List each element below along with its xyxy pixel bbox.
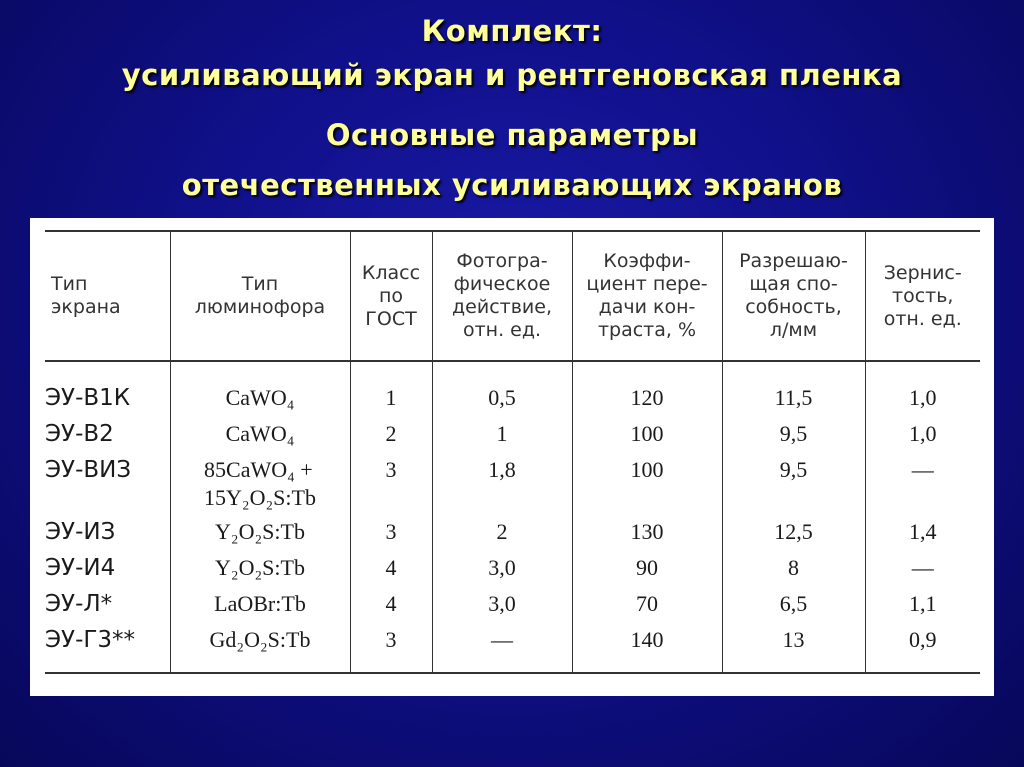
cell-phosphor: LaOBr:Tb — [170, 590, 350, 626]
table-header-row — [45, 231, 980, 361]
table-row — [45, 518, 980, 554]
cell-resolution: 13 — [722, 626, 865, 673]
cell-grain: — — [865, 554, 980, 590]
cell-photo: — — [432, 626, 572, 673]
cell-contrast: 90 — [572, 554, 722, 590]
cell-class: 3 — [350, 456, 432, 518]
cell-type: ЭУ-И4 — [45, 555, 116, 581]
parameters-table — [45, 230, 980, 674]
table-row — [45, 420, 980, 456]
table-row — [45, 361, 980, 420]
header-graininess: Зернис- тость, отн. ед. — [865, 231, 980, 361]
cell-photo: 3,0 — [432, 590, 572, 626]
header-screen-type: Тип экрана — [45, 231, 170, 361]
header-gost-class: Класс по ГОСТ — [350, 231, 432, 361]
cell-resolution: 9,5 — [722, 456, 865, 518]
header-phosphor-type: Тип люминофора — [170, 231, 350, 361]
cell-photo: 0,5 — [432, 361, 572, 420]
table-title: Основные параметры — [325, 118, 699, 152]
cell-resolution: 11,5 — [722, 361, 865, 420]
cell-contrast: 120 — [572, 361, 722, 420]
cell-class: 4 — [350, 554, 432, 590]
cell-resolution: 8 — [722, 554, 865, 590]
cell-contrast: 140 — [572, 626, 722, 673]
slide-title: Комплект: — [421, 14, 603, 48]
cell-grain: 1,0 — [865, 420, 980, 456]
cell-photo: 1,8 — [432, 456, 572, 518]
cell-phosphor: CaWO₄ — [170, 420, 350, 456]
cell-grain: 0,9 — [865, 626, 980, 673]
cell-type: ЭУ-Г3** — [45, 626, 170, 673]
cell-contrast: 130 — [572, 518, 722, 554]
table-row — [45, 626, 980, 673]
table-subtitle: отечественных усиливающих экранов — [181, 168, 843, 202]
cell-phosphor: Gd₂O₂S:Tb — [170, 626, 350, 673]
header-resolution: Разрешаю- щая спо- собность, л/мм — [722, 231, 865, 361]
header-contrast-coefficient: Коэффи- циент пере- дачи кон- траста, % — [572, 231, 722, 361]
cell-photo: 2 — [432, 518, 572, 554]
cell-type: ЭУ-В1К — [45, 385, 131, 411]
cell-phosphor-line1: 85CaWO₄ + — [204, 457, 313, 482]
scanned-table-image — [30, 218, 994, 696]
cell-type: ЭУ-ВИЗ — [45, 457, 132, 483]
table-row — [45, 456, 980, 518]
cell-class: 1 — [350, 361, 432, 420]
table-row — [45, 554, 980, 590]
slide-subtitle: усиливающий экран и рентгеновская пленка — [121, 58, 903, 92]
table-row — [45, 590, 980, 626]
cell-contrast: 100 — [572, 456, 722, 518]
cell-phosphor: Y₂O₂S:Tb — [170, 554, 350, 590]
cell-resolution: 12,5 — [722, 518, 865, 554]
cell-photo: 3,0 — [432, 554, 572, 590]
cell-class: 3 — [350, 518, 432, 554]
cell-grain: 1,0 — [865, 361, 980, 420]
cell-grain: 1,1 — [865, 590, 980, 626]
cell-resolution: 9,5 — [722, 420, 865, 456]
cell-phosphor-line2: 15Y₂O₂S:Tb — [204, 485, 316, 510]
cell-type: ЭУ-ИЗ — [45, 519, 116, 545]
cell-phosphor: CaWO₄ — [170, 361, 350, 420]
cell-type: ЭУ-В2 — [45, 421, 114, 447]
cell-contrast: 70 — [572, 590, 722, 626]
cell-contrast: 100 — [572, 420, 722, 456]
cell-class: 2 — [350, 420, 432, 456]
cell-class: 4 — [350, 590, 432, 626]
cell-grain: — — [865, 456, 980, 518]
cell-phosphor — [170, 456, 350, 518]
cell-type: ЭУ-Л* — [45, 591, 113, 617]
header-photographic-action: Фотогра- фическое действие, отн. ед. — [432, 231, 572, 361]
cell-photo: 1 — [432, 420, 572, 456]
cell-grain: 1,4 — [865, 518, 980, 554]
cell-class: 3 — [350, 626, 432, 673]
cell-resolution: 6,5 — [722, 590, 865, 626]
cell-phosphor: Y₂O₂S:Tb — [170, 518, 350, 554]
